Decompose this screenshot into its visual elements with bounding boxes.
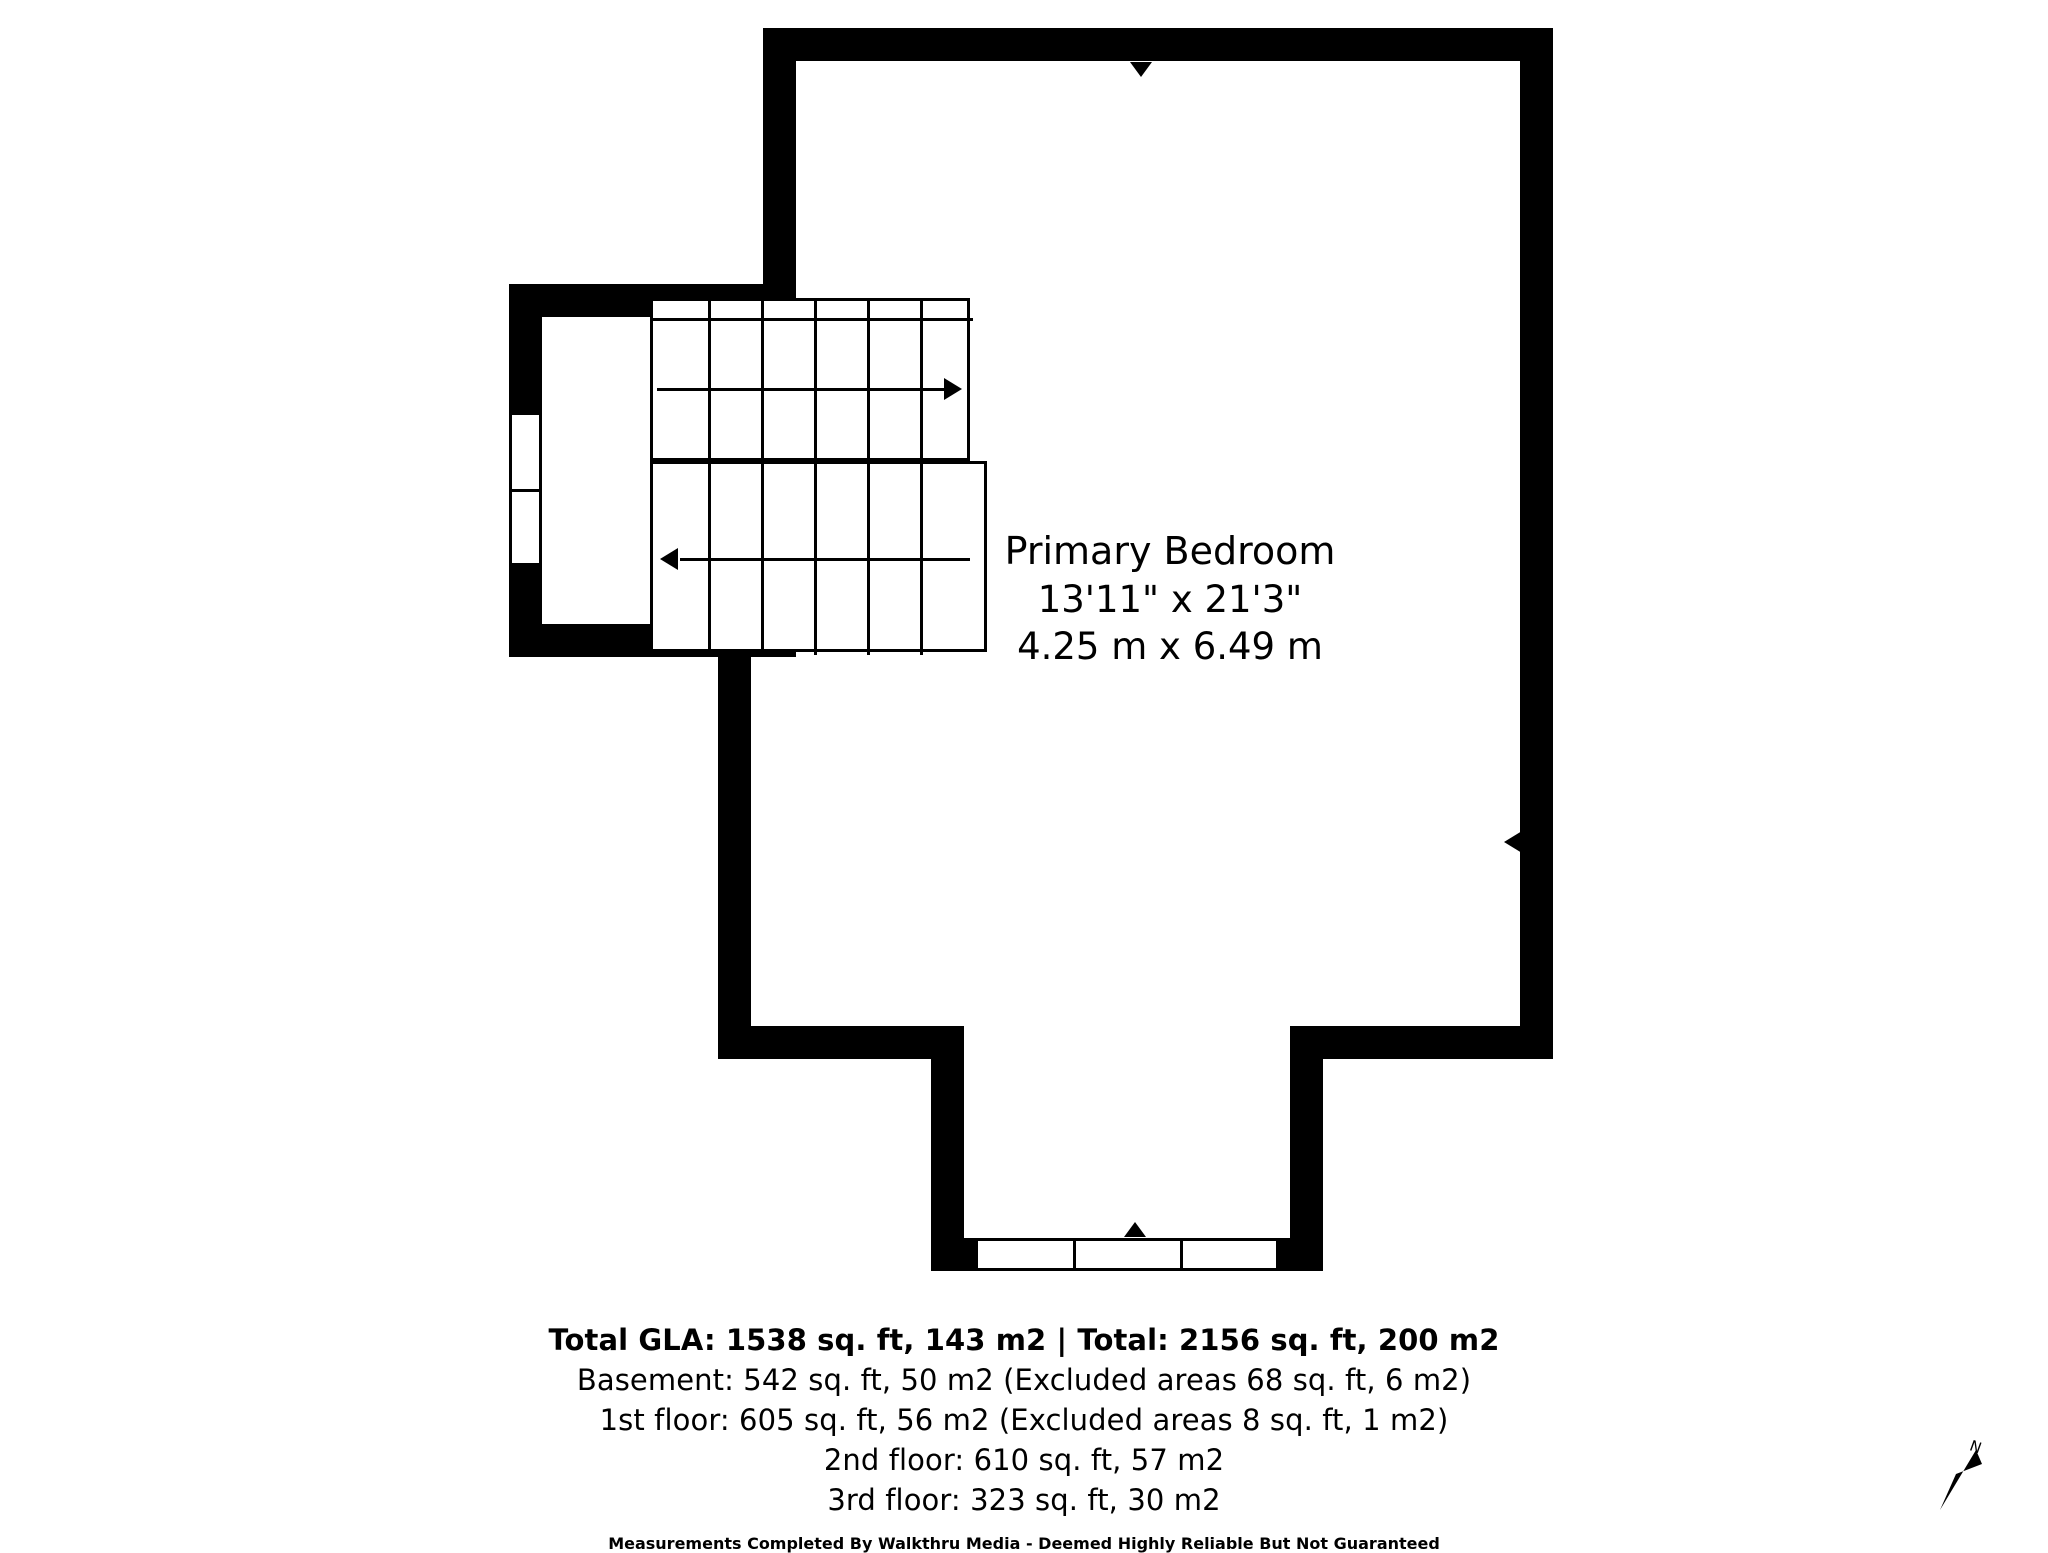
marker-south-wall — [1124, 1222, 1146, 1237]
disclaimer-text: Measurements Completed By Walkthru Media - Deemed Highly Reliable But Not Guaranteed — [608, 1534, 1440, 1553]
summary-floor-3: 3rd floor: 323 sq. ft, 30 m2 — [827, 1483, 1221, 1518]
window-south-mullion-1 — [1073, 1238, 1076, 1271]
marker-east-wall — [1504, 831, 1522, 853]
stair-run-upper — [650, 298, 970, 461]
window-west-mullion — [509, 489, 542, 492]
wall-south-step-west — [718, 1026, 948, 1059]
wall-west-upper — [763, 28, 796, 284]
marker-west-wall — [731, 831, 749, 853]
stair-lower-arrow-head — [660, 548, 678, 570]
window-south-mullion-2 — [1180, 1238, 1183, 1271]
summary-floor-1: 1st floor: 605 sq. ft, 56 m2 (Excluded areas 8 sq. ft, 1 m2) — [599, 1403, 1449, 1438]
summary-totals: Total GLA: 1538 sq. ft, 143 m2 | Total: 2156 sq. ft, 200 m2 — [548, 1323, 1500, 1357]
wall-east — [1520, 28, 1553, 1058]
north-arrow-label: N — [1967, 1436, 1984, 1458]
area-summary — [0, 1320, 2048, 1553]
stair-upper-arrow-head — [944, 378, 962, 400]
stair-upper-arrow-line — [657, 388, 947, 391]
summary-basement: Basement: 542 sq. ft, 50 m2 (Excluded areas 68 sq. ft, 6 m2) — [576, 1363, 1472, 1398]
room-name: Primary Bedroom — [1004, 529, 1336, 573]
compass-needle-icon — [1930, 1438, 2000, 1518]
room-dimensions-feet: 13'11" x 21'3" — [1037, 577, 1303, 621]
room-label-primary-bedroom — [920, 527, 1420, 670]
wall-north — [763, 28, 1553, 61]
room-dimensions-meters: 4.25 m x 6.49 m — [1017, 624, 1323, 668]
window-south — [978, 1238, 1276, 1271]
north-arrow — [1930, 1438, 2000, 1518]
summary-floor-2: 2nd floor: 610 sq. ft, 57 m2 — [823, 1443, 1225, 1478]
wall-southwest-vertical — [931, 1026, 964, 1271]
wall-southeast-vertical — [1290, 1026, 1323, 1271]
wall-south-step-east — [1290, 1026, 1553, 1059]
marker-north-wall — [1130, 62, 1152, 77]
